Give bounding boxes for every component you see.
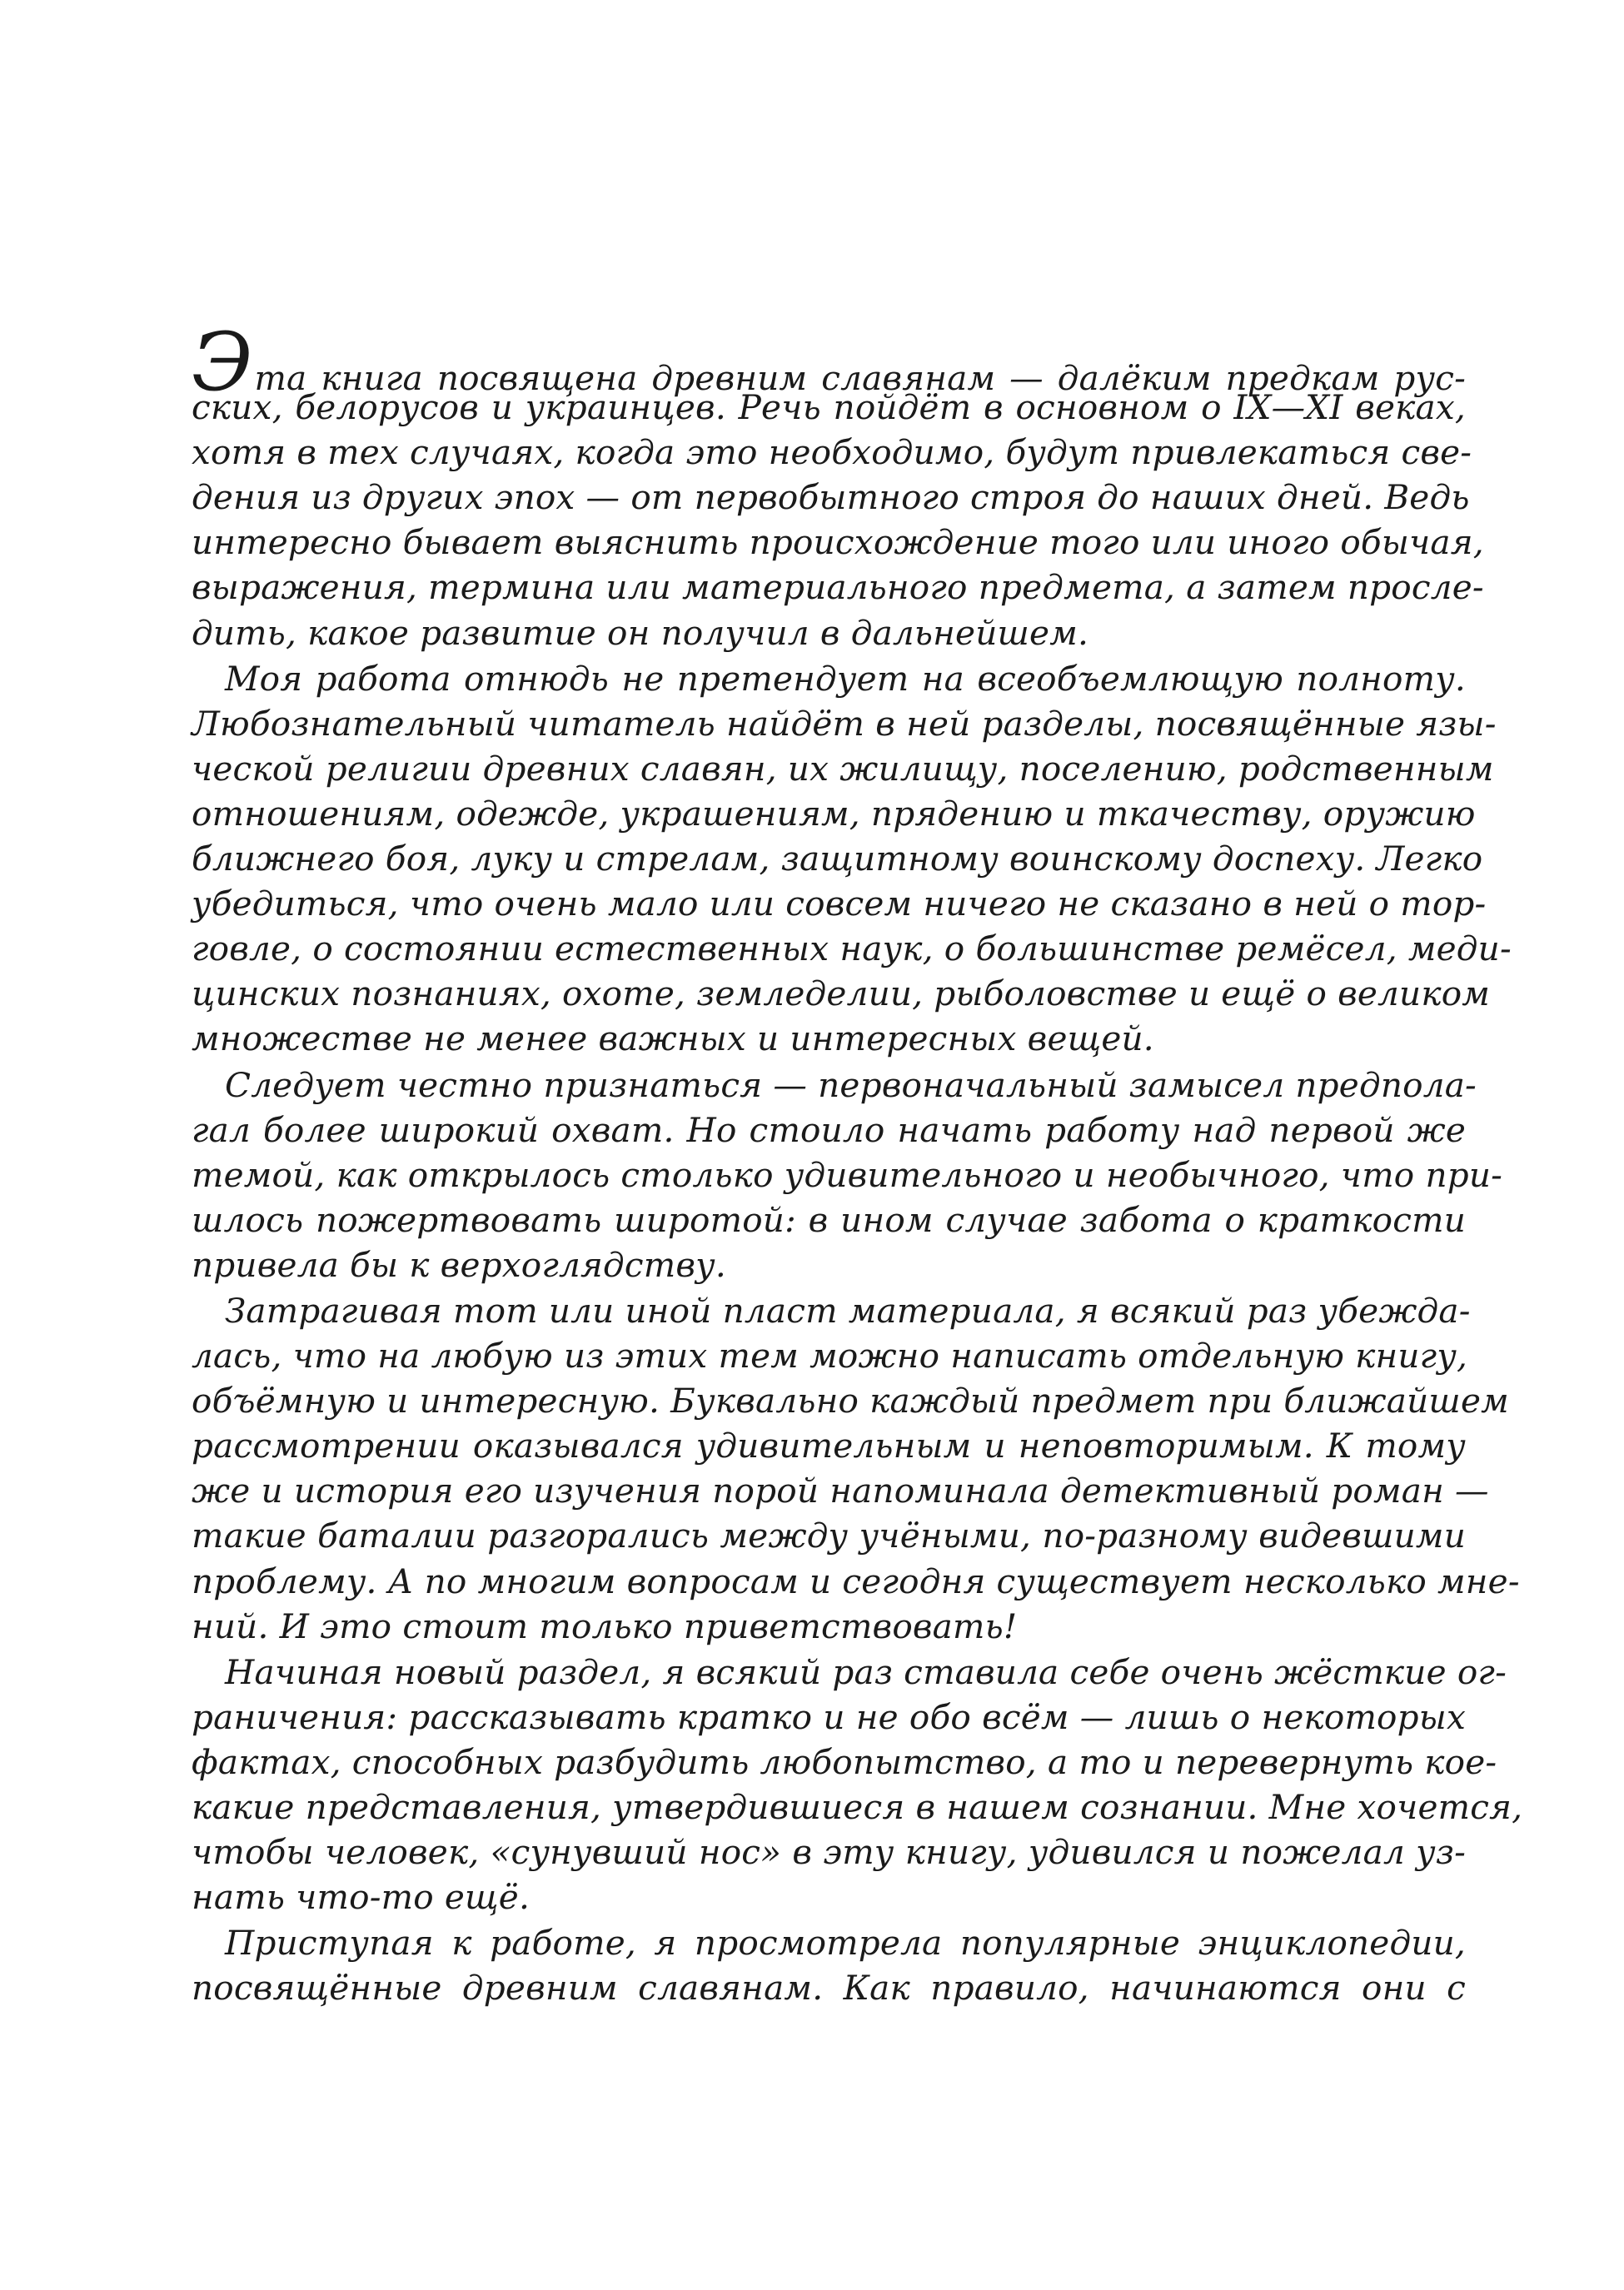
text-line: интересно бывает выяснить происхождение того или иного обычая, xyxy=(192,522,1484,563)
text-line: выражения, термина или материального предмета, а затем просле- xyxy=(192,567,1484,608)
text-line: убедиться, что очень мало или совсем ничего не сказано в ней о тор- xyxy=(192,884,1487,924)
text-line: гал более широкий охват. Но стоило начать работу над первой же xyxy=(192,1109,1466,1150)
text-line: привела бы к верхоглядству. xyxy=(192,1244,726,1285)
paragraph xyxy=(192,1920,1466,2010)
text-line: объёмную и интересную. Буквально каждый предмет при ближайшем xyxy=(192,1381,1509,1421)
text-line: рассмотрении оказывался удивительным и неповторимым. К тому xyxy=(192,1426,1466,1466)
text-line: ских, белорусов и украинцев. Речь пойдёт в основном о IX—XI веках, xyxy=(192,387,1467,428)
text-line: проблему. А по многим вопросам и сегодня существует несколько мне- xyxy=(192,1561,1520,1601)
text-line: Следует честно признаться — первоначальный замысел предпола- xyxy=(225,1064,1477,1105)
text-line: же и история его изучения порой напоминала детективный роман — xyxy=(192,1471,1489,1511)
text-line: Любознательный читатель найдёт в ней разделы, посвящённые язы- xyxy=(192,703,1497,744)
text-line: отношениям, одежде, украшениям, прядению и ткачеству, оружию xyxy=(192,793,1476,834)
text-line: ческой религии древних славян, их жилищу, поселению, родственным xyxy=(192,748,1494,789)
paragraph xyxy=(192,1288,1520,1649)
text-line: такие баталии разгорались между учёными, по-разному видевшими xyxy=(192,1516,1466,1556)
drop-cap: Э xyxy=(192,316,253,409)
text-line: лась, что на любую из этих тем можно написать отдельную книгу, xyxy=(192,1336,1468,1376)
text-line: шлось пожертвовать широтой: в ином случае забота о краткости xyxy=(192,1199,1466,1240)
text-line: дения из других эпох — от первобытного строя до наших дней. Ведь xyxy=(192,477,1470,518)
text-line: дить, какое развитие он получил в дальнейшем. xyxy=(192,612,1089,653)
text-line: цинских познаниях, охоте, земледелии, рыболовстве и ещё о великом xyxy=(192,973,1491,1014)
paragraph xyxy=(192,316,1484,655)
text-line: посвящённые древним славянам. Как правило, начинаются они с xyxy=(192,1968,1466,2009)
text-line: Приступая к работе, я просмотрела популярные энциклопедии, xyxy=(225,1923,1466,1964)
paragraph xyxy=(192,656,1512,1062)
text-line: нать что-то ещё. xyxy=(192,1877,531,1918)
text-line: темой, как открылось столько удивительного и необычного, что при- xyxy=(192,1154,1503,1195)
text-line: Затрагивая тот или иной пласт материала, я всякий раз убежда- xyxy=(225,1290,1471,1331)
paragraph xyxy=(192,1650,1523,1920)
text-line: какие представления, утвердившиеся в нашем сознании. Мне хочется, xyxy=(192,1787,1523,1827)
text-line: фактах, способных разбудить любопытство, а то и перевернуть кое- xyxy=(192,1741,1497,1782)
text-line: ближнего боя, луку и стрелам, защитному воинскому доспеху. Легко xyxy=(192,839,1483,879)
text-line: множестве не менее важных и интересных вещей. xyxy=(192,1018,1154,1059)
body-text xyxy=(192,316,1523,2010)
text-line: раничения: рассказывать кратко и не обо всём — лишь о некоторых xyxy=(192,1696,1466,1737)
text-line: хотя в тех случаях, когда это необходимо, будут привлекаться све- xyxy=(192,432,1472,473)
text-line: Эта книга посвящена древним славянам — далёким предкам рус- xyxy=(192,316,1466,409)
text-line: Начиная новый раздел, я всякий раз ставила себе очень жёсткие ог- xyxy=(225,1651,1507,1692)
paragraph xyxy=(192,1063,1503,1287)
text-line: Моя работа отнюдь не претендует на всеобъемлющую полноту. xyxy=(225,658,1466,699)
text-line: говле, о состоянии естественных наук, о большинстве ремёсел, меди- xyxy=(192,928,1512,969)
text-line: ний. И это стоит только приветствовать! xyxy=(192,1605,1018,1646)
text-line: чтобы человек, «сунувший нос» в эту книгу, удивился и пожелал уз- xyxy=(192,1832,1466,1873)
